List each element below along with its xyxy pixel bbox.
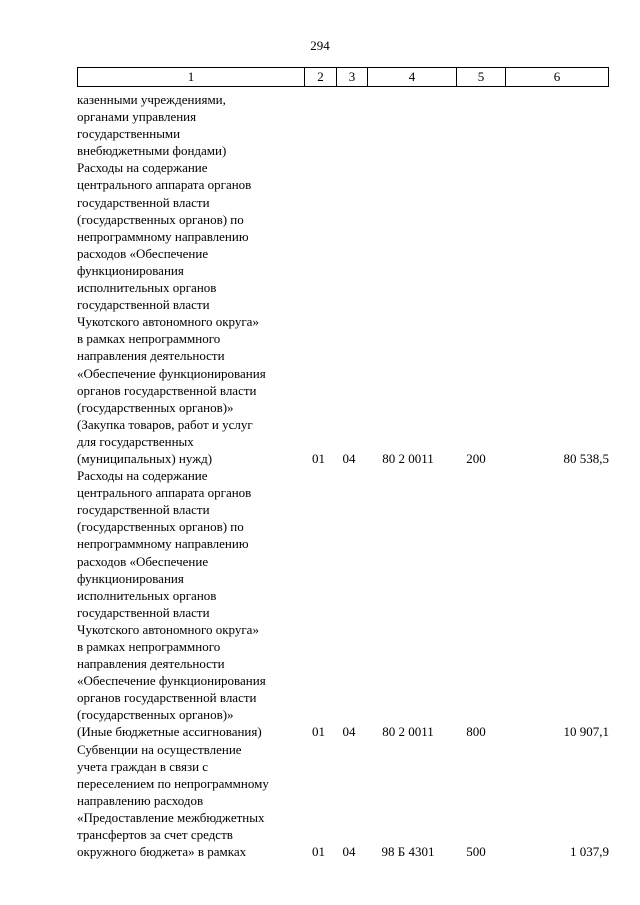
row-expense-type: 200 [466, 450, 486, 466]
row-amount: 10 907,1 [563, 724, 609, 740]
row-section: 01 [312, 450, 325, 466]
header-col-2: 2 [304, 68, 336, 86]
row-subsection: 04 [342, 450, 356, 466]
page-number: 294 [310, 38, 330, 53]
table-body [77, 91, 609, 860]
row-amount: 1 037,9 [570, 844, 609, 860]
table-row [77, 467, 609, 741]
row-subsection: 04 [342, 844, 356, 860]
header-col-6: 6 [505, 68, 608, 86]
table-row [77, 741, 609, 861]
row-description: Расходы на содержание центрального аппарата органов государственной власти (государственных органов) по непрограммному направлению расходов «Обеспечение функционирования исполнительных органов государственной власти Чукотского автономного округа» в рамках непрограммного направления деятельности «Обеспечение функционирования органов государственной власти (государственных органов)» (Закупка товаров, работ и услуг для государственных (муниципальных) нужд) [77, 160, 266, 466]
table-row [77, 159, 609, 467]
row-target-article: 80 2 0011 [382, 724, 434, 740]
header-col-1: 1 [187, 69, 195, 84]
header-col-3: 3 [336, 68, 367, 86]
table-row [77, 91, 609, 159]
row-section: 01 [312, 724, 325, 740]
table-header [77, 67, 609, 87]
row-description: Субвенции на осуществление учета граждан в связи с переселением по непрограммному направлению расходов «Предоставление межбюджетных трансфертов за счет средств окружного бюджета» в рамках [77, 741, 269, 860]
row-target-article: 80 2 0011 [382, 450, 434, 466]
header-col-5: 5 [456, 68, 505, 86]
row-description: Расходы на содержание центрального аппарата органов государственной власти (государственных органов) по непрограммному направлению расходов «Обеспечение функционирования исполнительных органов государственной власти Чукотского автономного округа» в рамках непрограммного направления деятельности «Обеспечение функционирования органов государственной власти (государственных органов)» (Иные бюджетные ассигнования) [77, 468, 266, 740]
row-description: казенными учреждениями, органами управления государственными внебюджетными фондами) [77, 92, 227, 159]
row-section: 01 [312, 844, 325, 860]
row-amount: 80 538,5 [563, 450, 609, 466]
header-col-4: 4 [367, 68, 456, 86]
row-target-article: 98 Б 4301 [381, 844, 435, 860]
row-expense-type: 500 [466, 844, 486, 860]
row-subsection: 04 [342, 724, 356, 740]
row-expense-type: 800 [466, 724, 486, 740]
